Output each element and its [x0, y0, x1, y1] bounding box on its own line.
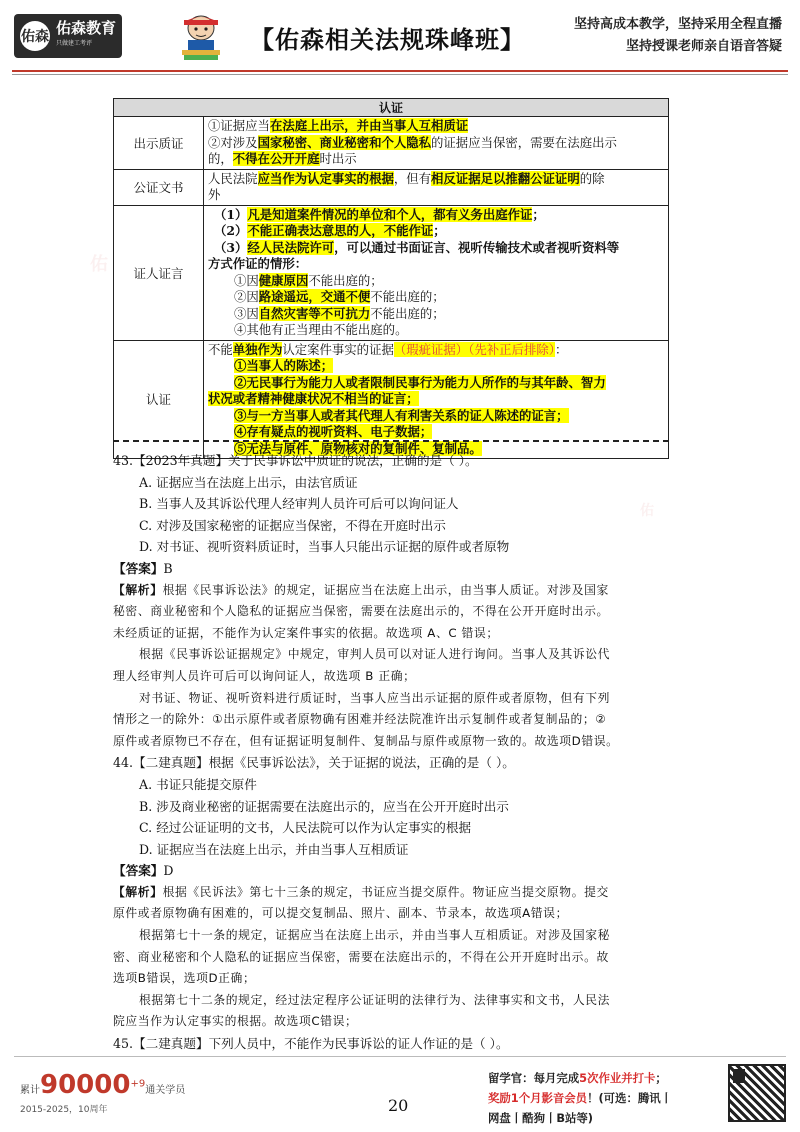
row-content: ①证据应当在法庭上出示，并由当事人互相质证 ②对涉及国家秘密、商业秘密和个人隐私的证据应当保密，需要在法庭出示 的，不得在公开开庭时出示 — [204, 117, 669, 170]
stat-suffix: 通关学员 — [145, 1085, 186, 1096]
option-c: C. 对涉及国家秘密的证据应当保密，不得在开庭时出示 — [139, 517, 446, 533]
page-header — [0, 0, 800, 88]
brand-logo — [14, 14, 122, 58]
analysis-line: 【解析】根据《民事诉讼法》的规定，证据应当在法庭上出示，由当事人质证。对涉及国家 — [113, 582, 609, 597]
analysis-line: 未经质证的证据，不能作为认定案件事实的依据。故选项 A、C 错误； — [113, 625, 499, 640]
table-row — [114, 117, 669, 170]
analysis-line: 根据《民事诉讼证据规定》中规定，审判人员可以对证人进行询问。当事人及其诉讼代 — [139, 647, 611, 662]
anniversary-text: 2015-2025，10周年 — [20, 1105, 108, 1115]
analysis-line: 【解析】根据《民诉法》第七十三条的规定，书证应当提交原件。物证应当提交原物。提交 — [113, 884, 609, 899]
slogan-line-2: 坚持授课老师亲自语音答疑 — [625, 39, 782, 54]
row-label: 出示质证 — [114, 117, 204, 170]
stat-count: 90000 — [40, 1070, 131, 1100]
watermark: 佑 — [90, 254, 108, 275]
logo-mark-icon: 佑森 — [20, 21, 50, 51]
row-content: 不能单独作为认定案件事实的证据（瑕疵证据）（先补正后排除）： ①当事人的陈述； ②无民事行为能力人或者限制民事行为能力人所作的与其年龄、智力 状况或者精神健康状况不相当的证言； ③与一方当事人或者其代理人有利害关系的证人陈述的证言； ④存有疑点的视听资料、电子数据； ⑤无法与原件、原物核对的复制件、复制品。 — [204, 340, 669, 459]
answer-line: 【答案】B — [113, 560, 173, 576]
mascot-icon — [176, 10, 226, 62]
analysis-line: 情形之一的除外：①出示原件或者原物确有困难并经法院准许出示复制件或者复制品的；② — [113, 712, 607, 727]
header-divider-thin — [12, 74, 788, 75]
option-d: D. 对书证、视听资料质证时，当事人只能出示证据的原件或者原物 — [139, 539, 510, 555]
option-c: C. 经过公证证明的文书，人民法院可以作为认定事实的根据 — [139, 820, 472, 836]
stat-sup: +9 — [130, 1078, 146, 1090]
cut-line — [113, 440, 669, 442]
slogan-line-1: 坚持高成本教学，坚持采用全程直播 — [573, 17, 782, 32]
analysis-line: 秘密、商业秘密和个人隐私的证据应当保密，需要在法庭出示的，不得在公开开庭时出示。 — [113, 604, 609, 619]
analysis-line: 密、商业秘密和个人隐私的证据应当保密，需要在法庭出示的，不得在公开开庭时出示。故 — [113, 949, 609, 964]
footer-divider — [14, 1056, 786, 1057]
option-b: B. 当事人及其诉讼代理人经审判人员许可后可以询问证人 — [139, 496, 459, 512]
footer-stats — [20, 1070, 185, 1115]
analysis-line: 理人经审判人员许可后可以询问证人，故选项 B 正确； — [113, 668, 416, 683]
summary-table — [113, 98, 669, 459]
question-stem: 45.【二建真题】下列人员中，不能作为民事诉讼的证人作证的是（ ）。 — [113, 1036, 509, 1052]
row-content: （1）凡是知道案件情况的单位和个人，都有义务出庭作证； （2）不能正确表达意思的人，不能作证； （3）经人民法院许可，可以通过书面证言、视听传输技术或者视听资料等 方式作证的情形： ①因健康原因不能出庭的； ②因路途遥远，交通不便不能出庭的； ③因自然灾害等不可抗力不能出庭的； ④其他有正当理由不能出庭的。 — [204, 205, 669, 340]
analysis-line: 根据第七十一条的规定，证据应当在法庭上出示，并由当事人互相质证。对涉及国家秘 — [139, 928, 611, 943]
analysis-line: 原件或者原物确有困难的，可以提交复制品、照片、副本、节录本，故选项A错误； — [113, 906, 568, 921]
qr-code-icon — [728, 1064, 786, 1122]
analysis-line: 对书证、物证、视听资料进行质证时，当事人应当出示证据的原件或者原物，但有下列 — [139, 690, 611, 705]
row-label: 证人证言 — [114, 205, 204, 340]
analysis-line: 原件或者原物已不存在，但有证据证明复制件、复制品与原件或原物一致的。故选项D错误。 — [113, 733, 619, 748]
logo-subtitle: 只做建工考评 — [56, 40, 93, 47]
option-a: A. 书证只能提交原件 — [139, 776, 257, 792]
option-a: A. 证据应当在法庭上出示，由法官质证 — [139, 474, 358, 490]
analysis-line: 选项B错误，选项D正确； — [113, 971, 256, 986]
page-number: 20 — [388, 1096, 409, 1115]
course-banner: 【佑森相关法规珠峰班】 — [250, 26, 525, 54]
answer-line: 【答案】D — [113, 863, 174, 879]
logo-text: 佑森教育 — [56, 19, 117, 37]
footer-promo: 留学官：每月完成5次作业并打卡； 奖励1个月影音会员！(可选：腾讯丨 网盘丨酷狗丨B站等) — [488, 1071, 673, 1125]
question-stem: 44.【二建真题】根据《民事诉讼法》，关于证据的说法，正确的是（ ）。 — [113, 755, 515, 771]
option-b: B. 涉及商业秘密的证据需要在法庭出示的，应当在公开开庭时出示 — [139, 798, 509, 814]
analysis-line: 根据第七十二条的规定，经过法定程序公证证明的法律行为、法律事实和文书，人民法 — [139, 992, 611, 1007]
option-d: D. 证据应当在法庭上出示，并由当事人互相质证 — [139, 841, 409, 857]
table-row — [114, 205, 669, 340]
row-label: 公证文书 — [114, 169, 204, 205]
question-stem: 43.【2023年真题】关于民事诉讼中质证的说法，正确的是（ ）。 — [113, 453, 478, 468]
analysis-line: 院应当作为认定事实的根据。故选项C错误； — [113, 1014, 358, 1029]
row-content: 人民法院应当作为认定事实的根据，但有相反证据足以推翻公证证明的除 外 — [204, 169, 669, 205]
row-label: 认证 — [114, 340, 204, 459]
question-body — [113, 450, 683, 1055]
table-row — [114, 169, 669, 205]
header-divider — [12, 70, 788, 72]
table-heading: 认证 — [114, 99, 669, 117]
stat-prefix: 累计 — [20, 1085, 40, 1096]
watermark: 佑 — [640, 503, 654, 519]
header-slogan — [574, 14, 782, 58]
